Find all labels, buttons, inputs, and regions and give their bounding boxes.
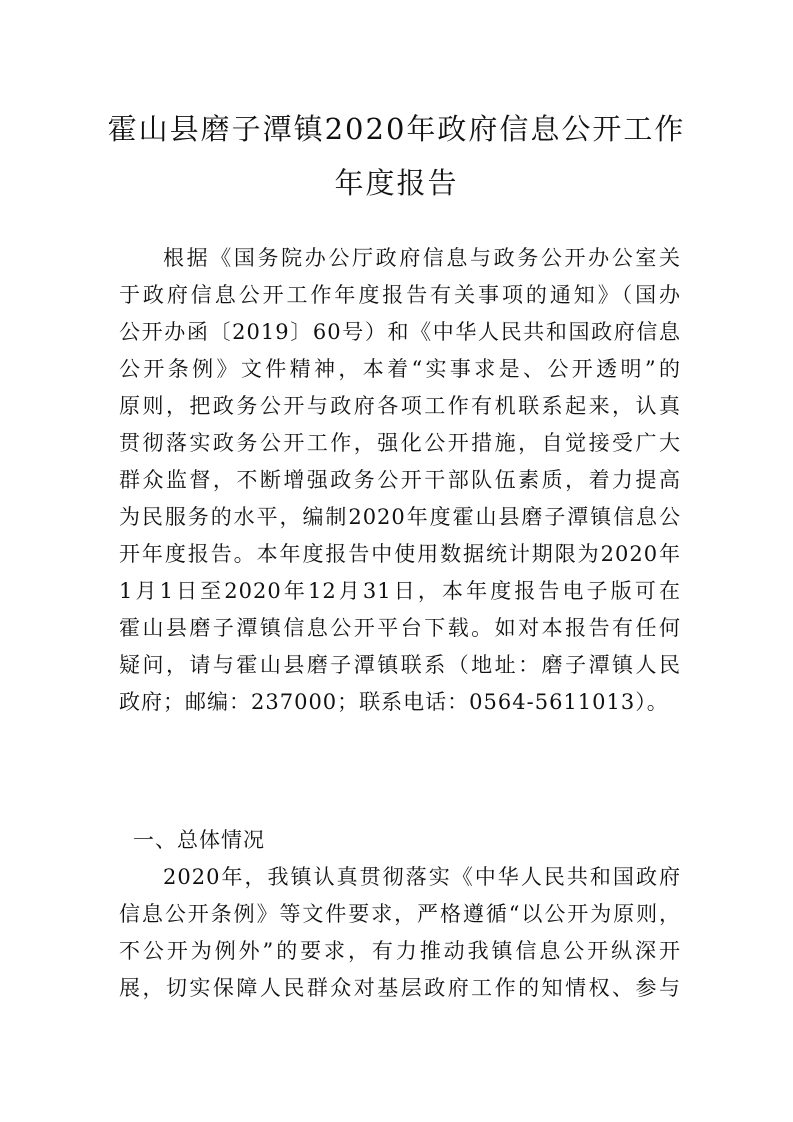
paragraph-line: 开年度报告。本年度报告中使用数据统计期限为2020年: [119, 542, 681, 566]
paragraph-line: 公开办函〔2019〕60号）和《中华人民共和国政府信息: [119, 320, 681, 344]
section-paragraph: [119, 859, 681, 1007]
paragraph-line: 信息公开条例》等文件要求，严格遵循“以公开为原则，: [119, 902, 681, 926]
paragraph-line: 疑问，请与霍山县磨子潭镇联系（地址：磨子潭镇人民: [119, 653, 681, 677]
paragraph-line: 1月1日至2020年12月31日，本年度报告电子版可在: [119, 579, 681, 603]
paragraph-line: 展，切实保障人民群众对基层政府工作的知情权、参与: [119, 976, 681, 1000]
paragraph-line: 贯彻落实政务公开工作，强化公开措施，自觉接受广大: [119, 431, 681, 455]
title-line-2: 年度报告: [334, 166, 459, 200]
paragraph-line: 群众监督，不断增强政务公开干部队伍素质，着力提高: [119, 468, 681, 492]
paragraph-line: 政府；邮编：237000；联系电话：0564-5611013）。: [119, 690, 669, 714]
paragraph-line: 不公开为例外”的要求，有力推动我镇信息公开纵深开: [119, 939, 681, 963]
intro-paragraph: [119, 240, 681, 721]
section-heading: 一、总体情况: [133, 828, 265, 852]
paragraph-line: 根据《国务院办公厅政府信息与政务公开办公室关: [163, 246, 681, 270]
paragraph-line: 为民服务的水平，编制2020年度霍山县磨子潭镇信息公: [119, 505, 681, 529]
title-line-1: 霍山县磨子潭镇2020年政府信息公开工作: [107, 112, 686, 146]
paragraph-line: 霍山县磨子潭镇信息公开平台下载。如对本报告有任何: [119, 616, 681, 640]
paragraph-line: 2020年，我镇认真贯彻落实《中华人民共和国政府: [163, 865, 681, 889]
paragraph-line: 公开条例》文件精神，本着“实事求是、公开透明”的: [119, 357, 681, 381]
paragraph-line: 于政府信息公开工作年度报告有关事项的通知》（国办: [119, 283, 681, 307]
paragraph-line: 原则，把政务公开与政府各项工作有机联系起来，认真: [119, 394, 681, 418]
document-title: [0, 102, 793, 210]
